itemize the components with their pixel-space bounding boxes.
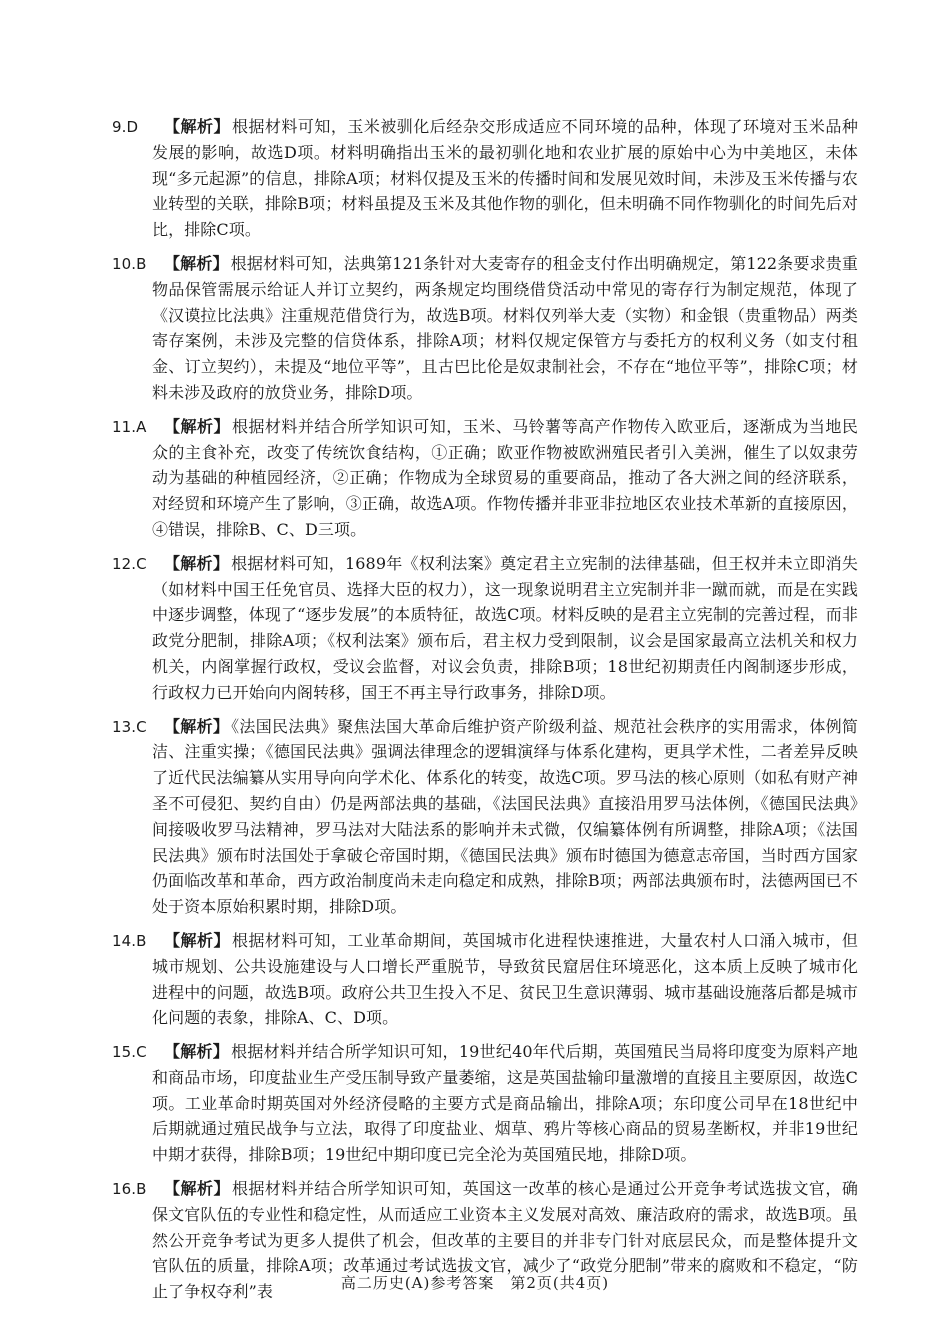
answer-item (112, 551, 858, 706)
answer-option: B (136, 254, 147, 273)
question-number: 14. (112, 931, 137, 950)
question-label (112, 1039, 147, 1066)
answer-option: B (136, 931, 147, 950)
question-number: 11. (112, 417, 137, 436)
question-number: 15. (112, 1043, 137, 1062)
question-label (112, 114, 138, 141)
analysis-text: 根据材料可知，工业革命期间，英国城市化进程快速推进，大量农村人口涌入城市，但城市规划、公共设施建设与人口增长严重脱节，导致贫民窟居住环境恶化，这本质上反映了城市化进程中的问题，故选B项。政府公共卫生投入不足、贫民卫生意识薄弱、城市基础设施落后都是城市化问题的表象，排除A、C、D项。 (152, 930, 858, 1028)
analysis-tag: 【解析】 (164, 117, 230, 136)
analysis-text: 根据材料可知，1689年《权利法案》奠定君主立宪制的法律基础，但王权并未立即消失（如材料中国王任免官员、选择大臣的权力），这一现象说明君主立宪制并非一蹴而就，而是在实践中逐步调整，体现了“逐步发展”的本质特征，故选C项。材料反映的是君主立宪制的完善过程，而非政党分肥制，排除A项；《权利法案》颁布后，君主权力受到限制，议会是国家最高立法机关和权力机关，内阁掌握行政权，受议会监督，对议会负责，排除B项；18世纪初期责任内阁制逐步形成，行政权力已开始向内阁转移，国王不再主导行政事务，排除D项。 (152, 553, 858, 702)
answer-item (112, 114, 858, 243)
answer-option: B (136, 1180, 147, 1199)
question-number: 9. (112, 118, 127, 136)
question-number: 13. (112, 717, 137, 736)
answer-option: D (126, 118, 139, 136)
analysis-tag: 【解析】 (164, 553, 230, 573)
answer-item (112, 1039, 858, 1168)
analysis-tag: 【解析】 (164, 930, 230, 950)
answer-option: C (136, 717, 147, 736)
analysis-tag: 【解析】 (164, 1042, 230, 1062)
analysis-tag: 【解析】 (164, 1179, 230, 1199)
analysis-tag: 【解析】 (164, 416, 230, 436)
answer-list (112, 114, 859, 1313)
question-label (112, 414, 147, 441)
analysis-text: 根据材料可知，法典第121条针对大麦寄存的租金支付作出明确规定，第122条要求贵重物品保管需展示给证人并订立契约，两条规定均围绕借贷活动中常见的寄存行为制定规范，体现了《汉谟拉比法典》注重规范借贷行为，故选B项。材料仅列举大麦（实物）和金银（贵重物品）两类寄存案例，未涉及完整的信贷体系，排除A项；材料仅规定保管方与委托方的权利义务（如支付租金、订立契约），未提及“地位平等”，且古巴比伦是奴隶制社会，不存在“地位平等”，排除C项；材料未涉及政府的放贷业务，排除D项。 (152, 253, 859, 402)
analysis-text: 根据材料并结合所学知识可知，19世纪40年代后期，英国殖民当局将印度变为原料产地和商品市场，印度盐业生产受压制导致产量萎缩，这是英国盐输印量激增的直接且主要原因，故选C项。工业革命时期英国对外经济侵略的主要方式是商品输出，排除A项；东印度公司早在18世纪中后期就通过殖民战争与立法，取得了印度盐业、烟草、鸦片等核心商品的贸易垄断权，并非19世纪中期才获得，排除B项；19世纪中期印度已完全沦为英国殖民地，排除D项。 (152, 1042, 858, 1165)
analysis-tag: 【解析】 (164, 253, 229, 273)
answer-option: C (136, 1043, 147, 1062)
analysis-text: 根据材料并结合所学知识可知，玉米、马铃薯等高产作物传入欧亚后，逐渐成为当地民众的主食补充，改变了传统饮食结构，①正确；欧亚作物被欧洲殖民者引入美洲，催生了以奴隶劳动为基础的种植园经济，②正确；作物成为全球贸易的重要商品，推动了各大洲之间的经济联系，对经贸和环境产生了影响，③正确，故选A项。作物传播并非亚非拉地区农业技术革新的直接原因，④错误，排除B、C、D三项。 (152, 416, 858, 539)
analysis-text: 《法国民法典》聚焦法国大革命后维护资产阶级利益、规范社会秩序的实用需求，体例简洁、注重实操；《德国民法典》强调法律理念的逻辑演绎与体系化建构，更具学术性，二者差异反映了近代民法编纂从实用导向向学术化、体系化的转变，故选C项。罗马法的核心原则（如私有财产神圣不可侵犯、契约自由）仍是两部法典的基础，《法国民法典》直接沿用罗马法体例，《德国民法典》间接吸收罗马法精神，罗马法对大陆法系的影响并未式微，仅编纂体例有所调整，排除A项；《法国民法典》颁布时法国处于拿破仑帝国时期，《德国民法典》颁布时德国为德意志帝国，当时西方国家仍面临改革和革命，西方政治制度尚未走向稳定和成熟，排除B项；两部法典颁布时，法德两国已不处于资本原始积累时期，排除D项。 (152, 716, 858, 917)
page-footer: 高二历史(A)参考答案 第2页(共4页) (340, 1274, 610, 1292)
answer-option: A (136, 417, 147, 436)
question-label (112, 714, 147, 741)
answer-item (112, 251, 859, 406)
question-label (112, 551, 147, 578)
analysis-text: 根据材料可知，玉米被驯化后经杂交形成适应不同环境的品种，体现了环境对玉米品种发展的影响，故选D项。材料明确指出玉米的最初驯化地和农业扩展的原始中心为中美地区，未体现“多元起源”的信息，排除A项；材料仅提及玉米的传播时间和发展见效时间，未涉及玉米传播与农业转型的关联，排除B项；材料虽提及玉米及其他作物的驯化，但未明确不同作物驯化的时间先后对比，排除C项。 (152, 117, 858, 240)
question-label (112, 251, 147, 278)
answer-option: C (136, 554, 147, 573)
answer-item (112, 714, 858, 920)
question-label (112, 928, 147, 955)
question-label (112, 1176, 147, 1203)
question-number: 10. (112, 254, 137, 273)
answer-item (112, 928, 858, 1031)
analysis-tag: 【解析】 (164, 716, 230, 736)
question-number: 12. (112, 554, 137, 573)
question-number: 16. (112, 1180, 137, 1199)
answer-item (112, 414, 858, 543)
analysis-text: 根据材料并结合所学知识可知，英国这一改革的核心是通过公开竞争考试选拔文官，确保文官队伍的专业性和稳定性，从而适应工业资本主义发展对高效、廉洁政府的需求，故选B项。虽然公开竞争考试为更多人提供了机会，但改革的主要目的并非专门针对底层民众，而是整体提升文官队伍的质量，排除A项；改革通过考试选拔文官，减少了“政党分肥制”带来的腐败和不稳定，“防止了争权夺利”表 (152, 1179, 858, 1302)
